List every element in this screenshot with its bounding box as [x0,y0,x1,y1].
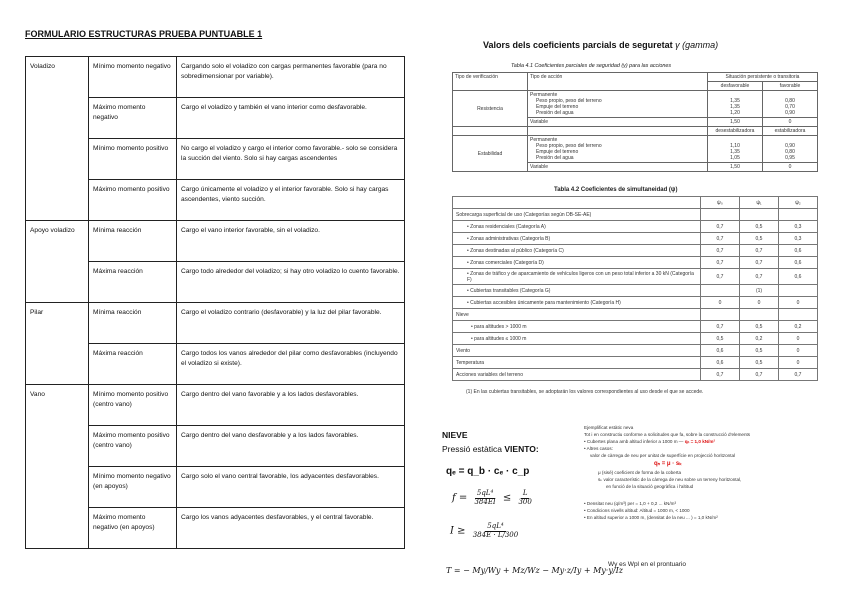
t41-value: 0,80 [785,98,795,104]
description-cell: Cargo solo el vano central favorable, los adyacentes desfavorables. [177,467,405,508]
t42-value: 0,7 [701,321,740,333]
t42-row [453,257,818,269]
t41-e-var: Variable [528,163,708,172]
load-case-row [26,221,405,262]
t42-row [453,297,818,309]
description-cell: Cargo todo alrededor del voladizo; si hay otro voladizo lo cuento favorable. [177,262,405,303]
description-cell: Cargo el voladizo y también el vano interior como desfavorable. [177,98,405,139]
inertia-num: 5qL⁴ [487,522,504,530]
t41-r-fav [763,91,818,118]
t42-value: 0,5 [740,357,779,369]
inertia-frac [471,523,521,539]
deflection-limit-num: L [522,489,528,497]
case-cell: Mínimo momento negativo (en apoyos) [89,467,177,508]
element-cell: Apoyo voladizo [26,221,89,303]
load-case-row [26,303,405,344]
t42-row [453,333,818,345]
deflection-frac [472,490,497,506]
t42-value: (1) [740,285,779,297]
t41-estabilidad: Estabilidad [453,136,528,172]
snow-notes [584,424,834,522]
inertia-lhs: I ≥ [450,525,466,537]
nieve-heading: NIEVE [442,430,468,440]
case-cell: Máximo momento negativo (en apoyos) [89,508,177,549]
t41-resistencia: Resistencia [453,91,528,127]
t42-value: 0,7 [701,233,740,245]
t42-value: 0,7 [701,369,740,381]
t42-value: 0,5 [740,321,779,333]
wy-note: Wy es Wpl en el prontuario [608,561,686,568]
t41-r-item-label: Peso propio, peso del terreno [536,98,602,104]
t42-value: 0,7 [701,257,740,269]
t42-row [453,357,818,369]
table41-caption: Tabla 4.1 Coeficientes parciales de seguridad (γ) para las acciones [511,63,672,69]
t41-e-item-label: Peso propio, peso del terreno [536,143,602,149]
t41-r-item-label: Presión del agua [536,110,574,116]
t41-r-desf [708,91,763,118]
t41-r-perm [528,91,708,118]
t42-value: 0,2 [740,333,779,345]
t41-value: 0,70 [785,104,795,110]
t42-value [779,209,818,221]
description-cell: Cargo dentro del vano favorable y a los lados desfavorables. [177,385,405,426]
partial-safety-table [452,72,818,172]
t41-h-fav: favorable [763,82,818,91]
t41-e-item-label: Presión del agua [536,155,574,161]
coefficients-title-text: Valors dels coeficients parcials de seguretat [483,40,673,50]
t42-row [453,369,818,381]
description-cell: Cargo únicamente el voladizo y el interior favorable. Solo si hay cargas ascendentes, viento succión. [177,180,405,221]
t42-row [453,285,818,297]
t41-r-var: Variable [528,118,708,127]
t42-value: 0,7 [740,269,779,285]
note-red: qₙ = 1,0 kN/m² [684,439,715,445]
t42-value [740,209,779,221]
load-case-row [26,385,405,426]
note-line: • Altres casos: [584,446,613,452]
t42-value: 0,5 [740,345,779,357]
wind-pressure-formula: qₑ = q_b · cₑ · c_p [446,466,530,477]
t42-label: • Cubiertas transitables (Categoría G) [453,285,701,297]
viento-heading-bold: VIENTO: [504,444,539,454]
t42-label: Sobrecarga superficial de uso (Categorías según DB-SE-AE) [453,209,701,221]
t42-label: • Zonas residenciales (Categoría A) [453,221,701,233]
note-line: μ (sisè) coeficient de forma de la coberta [598,469,682,475]
t42-value: 0,7 [740,257,779,269]
t41-e-perm [528,136,708,163]
t42-value: 0,7 [740,245,779,257]
viento-heading [442,444,539,454]
note-line: Ejemplificat estàtic neva [584,425,634,430]
t41-h-situacion: Situación persistente o transitoria [708,73,818,82]
t42-value [701,309,740,321]
t42-row [453,345,818,357]
snow-load-formula: qₙ = μ · sₖ [654,460,682,467]
deflection-lhs: f = [452,492,468,504]
coefficients-title [483,40,718,50]
case-cell: Máximo momento negativo [89,98,177,139]
simultaneity-table [452,196,818,381]
t41-value: 1,35 [730,149,740,155]
t42-row [453,233,818,245]
t42-label: • para altitudes ≤ 1000 m [453,333,701,345]
table42-caption: Tabla 4.2 Coeficientes de simultaneidad (ψ) [554,187,678,193]
case-cell: Mínimo momento positivo (centro vano) [89,385,177,426]
t41-h-desf: desfavorable [708,82,763,91]
table42-footnote: (1) En las cubiertas transitables, se adoptarán los valores correspondientes al uso desde el que se accede. [466,389,704,395]
load-cases-table [25,56,405,549]
t42-value [779,309,818,321]
t41-value: 0,95 [785,155,795,161]
t41-e-item-label: Empuje del terreno [536,149,579,155]
t41-e-desf [708,136,763,163]
t42-value [701,209,740,221]
t41-e-perm-label: Permanente [530,137,558,143]
t42-label: • Cubiertas accesibles únicamente para mantenimiento (Categoría H) [453,297,701,309]
viento-heading-prefix: Pressió estàtica [442,444,502,454]
case-cell: Mínimo momento positivo [89,139,177,180]
t42-h0: ψ₀ [701,197,740,209]
inertia-formula [450,523,522,539]
t41-value: 0,80 [785,149,795,155]
t41-r-var-fav: 0 [763,118,818,127]
t42-label: • Zonas comerciales (Categoría D) [453,257,701,269]
description-cell: No cargo el voladizo y cargo el interior como favorable.- solo se considera la succión del viento. Solo si hay cargas ascendentes [177,139,405,180]
t41-value: 1,35 [730,98,740,104]
t42-value [701,285,740,297]
t42-value: 0 [779,333,818,345]
deflection-den: 384EI [474,497,496,506]
t42-label: Temperatura [453,357,701,369]
case-cell: Mínima reacción [89,303,177,344]
stress-formula: T = − My/Wy + Mz/Wz − My·z/Iy + My·y/Iz [446,566,623,575]
description-cell: Cargo el voladizo contrario (desfavorable) y la luz del pilar favorable. [177,303,405,344]
t42-label: • Zonas de tráfico y de aparcamiento de vehículos ligeros con un peso total inferior a 30 kN (Categoría F) [453,269,701,285]
load-case-row [26,57,405,98]
t41-h-tipo: Tipo de verificación [453,73,528,91]
t41-e-var-fav: 0 [763,163,818,172]
t42-value: 0,7 [701,221,740,233]
t42-row [453,269,818,285]
t42-value: 0,6 [779,257,818,269]
t42-value: 0,5 [740,233,779,245]
note-line [584,438,834,445]
t42-value: 0,6 [779,245,818,257]
t42-value: 0,3 [779,221,818,233]
t41-value: 1,35 [730,104,740,110]
description-cell: Cargo dentro del vano desfavorable y a los lados favorables. [177,426,405,467]
t42-value: 0,7 [701,245,740,257]
t42-value: 0,5 [740,221,779,233]
t42-row [453,221,818,233]
deflection-formula [452,490,536,506]
t42-h2: ψ₂ [779,197,818,209]
element-cell: Voladizo [26,57,89,221]
t41-r-item-label: Empuje del terreno [536,104,579,110]
t42-label: Nieve [453,309,701,321]
case-cell: Mínima reacción [89,221,177,262]
t42-value: 0 [701,297,740,309]
page-title: FORMULARIO ESTRUCTURAS PRUEBA PUNTUABLE 1 [25,29,263,39]
t42-value: 0 [779,297,818,309]
inertia-den: 384E · L/300 [472,530,519,539]
t42-h-blank [453,197,701,209]
t42-value: 0,7 [701,269,740,285]
t42-h1: ψ₁ [740,197,779,209]
t42-value: 0 [779,345,818,357]
deflection-num: 5qL⁴ [476,489,494,497]
t42-value: 0,3 [779,233,818,245]
t41-r-perm-label: Permanente [530,92,558,98]
note-line: sₖ valor característic de la càrrega de neu sobre un terreny horitzontal, [598,476,742,482]
deflection-limit-frac [516,490,533,506]
t41-value: 1,20 [730,110,740,116]
t41-value: 0,90 [785,143,795,149]
coefficients-title-symbol: γ (gamma) [675,40,719,50]
t42-value: 0,5 [701,333,740,345]
note-line: Tot i en constructiu conforme a solicitudes que fa, sobre la construcció d'elements [584,432,751,438]
note-line: • Condicions nivells altitud: Altitud = 1000 m, < 1000 [584,508,690,514]
case-cell: Mínimo momento negativo [89,57,177,98]
t42-value: 0 [779,357,818,369]
t41-value: 0,90 [785,110,795,116]
t42-row [453,321,818,333]
note-line: • Densitat neu (q/m³) per = 1,0 + 0,2 ... kN/m³ [584,501,676,507]
description-cell: Cargo el vano interior favorable, sin el voladizo. [177,221,405,262]
description-cell: Cargo los vanos adyacentes desfavorables, y el central favorable. [177,508,405,549]
t42-label: • Zonas administrativas (Categoría B) [453,233,701,245]
t42-label: Viento [453,345,701,357]
t42-value: 0,6 [779,269,818,285]
element-cell: Pilar [26,303,89,385]
t41-e-var-desf: 1,50 [708,163,763,172]
t41-e-fav [763,136,818,163]
deflection-rel: ≤ [502,492,512,504]
t41-h-accion: Tipo de acción [528,73,708,91]
t42-label: Acciones variables del terreno [453,369,701,381]
t42-value: 0,2 [779,321,818,333]
note-line: • En altitud superior a 1000 m, (densitat de la neu ... ) = 1,0 kN/m² [584,515,718,521]
t42-value: 0,6 [701,357,740,369]
t42-value: 0,6 [701,345,740,357]
t41-desestab: desestabilizadora [708,127,763,136]
case-cell: Máximo momento positivo [89,180,177,221]
note-line: valor de càrrega de neu per unitat de superfície en projecció horitzontal [590,453,736,459]
case-cell: Máxima reacción [89,262,177,303]
t42-value: 0,7 [740,369,779,381]
note-text: • Cubertes plana amb altitud inferior a 1000 m — [584,439,684,445]
t42-value [740,309,779,321]
t41-value: 1,10 [730,143,740,149]
deflection-limit-den: 300 [518,497,532,506]
t42-value: 0 [740,297,779,309]
t42-label: • Zonas destinadas al público (Categoría C) [453,245,701,257]
description-cell: Cargo todos los vanos alrededor del pilar como desfavorables (incluyendo el voladizo si existe). [177,344,405,385]
t42-row [453,245,818,257]
t42-value: 0,7 [779,369,818,381]
t42-label: • para altitudes > 1000 m [453,321,701,333]
case-cell: Máximo momento positivo (centro vano) [89,426,177,467]
t41-value: 1,05 [730,155,740,161]
t41-estab: estabilizadora [763,127,818,136]
element-cell: Vano [26,385,89,549]
note-line: en funció de la situació geogràfica i l'altitud [606,484,694,490]
t42-row [453,309,818,321]
t41-r-var-desf: 1,50 [708,118,763,127]
t42-value [779,285,818,297]
description-cell: Cargando solo el voladizo con cargas permanentes favorable (para no sobredimensionar por variable). [177,57,405,98]
t42-row [453,209,818,221]
case-cell: Máxima reacción [89,344,177,385]
